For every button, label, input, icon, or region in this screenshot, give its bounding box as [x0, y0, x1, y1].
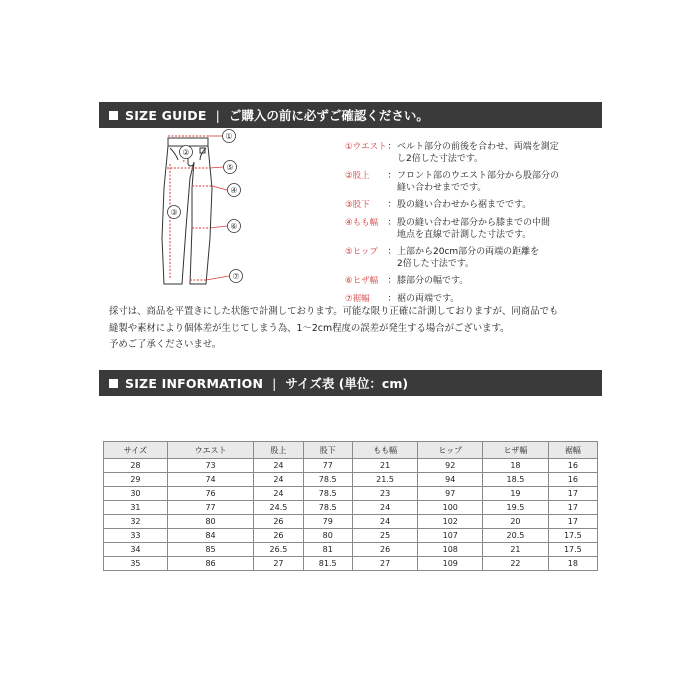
table-cell: 94 — [418, 473, 483, 487]
marker-7: ⑦ — [232, 272, 240, 281]
measurement-inseam — [345, 199, 600, 211]
measurement-colon: ： — [387, 276, 397, 286]
table-cell: 31 — [104, 501, 168, 515]
table-cell: 26 — [254, 515, 303, 529]
table-cell: 24 — [352, 515, 417, 529]
measurement-colon: ： — [387, 171, 397, 181]
table-cell: 77 — [167, 501, 253, 515]
table-cell: 24.5 — [254, 501, 303, 515]
measurement-label: ⑤ヒップ — [345, 247, 378, 257]
size-table-header-row — [104, 442, 598, 459]
measurement-desc — [397, 141, 600, 165]
marker-3: ③ — [170, 208, 178, 217]
table-cell: 18 — [483, 459, 548, 473]
size-table-body — [104, 459, 598, 571]
header-inseam: 股下 — [303, 442, 352, 459]
table-cell: 100 — [418, 501, 483, 515]
measurement-label: ④もも幅 — [345, 218, 379, 228]
table-cell: 109 — [418, 557, 483, 571]
size-information-title: SIZE INFORMATION — [125, 375, 264, 391]
table-cell: 108 — [418, 543, 483, 557]
header-hem: 裾幅 — [548, 442, 597, 459]
table-cell: 19 — [483, 487, 548, 501]
table-cell: 76 — [167, 487, 253, 501]
size-information-banner — [99, 370, 602, 396]
table-cell: 26.5 — [254, 543, 303, 557]
table-cell: 20 — [483, 515, 548, 529]
table-cell: 34 — [104, 543, 168, 557]
table-cell: 97 — [418, 487, 483, 501]
marker-5: ⑤ — [226, 163, 234, 172]
measurement-desc-line: 股の縫い合わせから裾までです。 — [397, 200, 532, 210]
table-cell: 21.5 — [352, 473, 417, 487]
table-cell: 78.5 — [303, 487, 352, 501]
measurement-desc-line: 膝部分の幅です。 — [397, 276, 469, 286]
table-cell: 30 — [104, 487, 168, 501]
table-cell: 24 — [254, 487, 303, 501]
measurement-waist — [345, 141, 600, 165]
measurement-colon: ： — [387, 200, 397, 210]
measurement-label: ⑥ヒザ幅 — [345, 276, 379, 286]
table-cell: 102 — [418, 515, 483, 529]
table-row — [104, 501, 598, 515]
measurement-colon: ： — [387, 247, 397, 257]
table-cell: 78.5 — [303, 501, 352, 515]
size-guide-title: SIZE GUIDE — [125, 107, 207, 123]
measurement-label: ③股下 — [345, 200, 370, 210]
header-rise: 股上 — [254, 442, 303, 459]
note-line: 採寸は、商品を平置きにした状態で計測しております。可能な限り正確に計測しておりますが、同商品でも — [109, 306, 559, 317]
table-cell: 29 — [104, 473, 168, 487]
table-cell: 81 — [303, 543, 352, 557]
table-row — [104, 543, 598, 557]
measurement-colon: ： — [387, 294, 397, 304]
table-cell: 27 — [352, 557, 417, 571]
table-cell: 24 — [254, 473, 303, 487]
measurement-desc-line: フロント部のウエスト部分から股部分の — [397, 171, 560, 181]
table-cell: 24 — [254, 459, 303, 473]
table-cell: 16 — [548, 473, 597, 487]
measurement-desc-line: 裾の両端です。 — [397, 294, 460, 304]
table-cell: 24 — [352, 501, 417, 515]
table-cell: 26 — [254, 529, 303, 543]
banner-separator: | — [215, 107, 220, 123]
measurement-thigh — [345, 217, 600, 241]
measurement-notes — [109, 304, 599, 354]
table-cell: 32 — [104, 515, 168, 529]
measurement-desc — [397, 199, 600, 211]
table-cell: 25 — [352, 529, 417, 543]
measurement-desc — [397, 246, 600, 270]
table-cell: 81.5 — [303, 557, 352, 571]
size-information-subtitle: サイズ表 (単位：cm) — [285, 376, 409, 391]
note-line: 縫製や素材により個体差が生じてしまう為、1〜2cm程度の誤差が発生する場合がございます。 — [109, 322, 510, 334]
table-cell: 18 — [548, 557, 597, 571]
square-bullet-icon — [109, 379, 118, 388]
measurement-label: ⑦裾幅 — [345, 294, 370, 304]
measurement-desc-line: 股の縫い合わせ部分から膝までの中間 — [397, 218, 551, 228]
table-cell: 27 — [254, 557, 303, 571]
table-cell: 21 — [352, 459, 417, 473]
table-cell: 86 — [167, 557, 253, 571]
table-row — [104, 529, 598, 543]
measurement-rise — [345, 170, 600, 194]
table-cell: 33 — [104, 529, 168, 543]
table-row — [104, 515, 598, 529]
table-row — [104, 459, 598, 473]
measurement-colon: ： — [387, 142, 397, 152]
table-cell: 79 — [303, 515, 352, 529]
table-cell: 73 — [167, 459, 253, 473]
header-waist: ウエスト — [167, 442, 253, 459]
measurement-colon: ： — [387, 218, 397, 228]
measurement-hip — [345, 246, 600, 270]
table-cell: 107 — [418, 529, 483, 543]
table-cell: 80 — [303, 529, 352, 543]
table-row — [104, 557, 598, 571]
measurement-desc — [397, 217, 600, 241]
size-guide-banner — [99, 102, 602, 128]
table-cell: 35 — [104, 557, 168, 571]
table-cell: 19.5 — [483, 501, 548, 515]
pants-measurement-diagram — [150, 128, 250, 290]
square-bullet-icon — [109, 111, 118, 120]
table-cell: 17 — [548, 515, 597, 529]
table-cell: 23 — [352, 487, 417, 501]
marker-4: ④ — [230, 186, 238, 195]
table-row — [104, 487, 598, 501]
table-cell: 18.5 — [483, 473, 548, 487]
measurement-definitions — [345, 141, 600, 311]
table-cell: 84 — [167, 529, 253, 543]
measurement-desc-line: 2倍した寸法です。 — [397, 259, 475, 269]
marker-2: ② — [182, 148, 190, 157]
measurement-desc — [397, 275, 600, 287]
table-cell: 21 — [483, 543, 548, 557]
header-size: サイズ — [104, 442, 168, 459]
measurement-desc-line: 上部から20cm部分の両端の距離を — [397, 247, 540, 257]
measurement-desc-line: 縫い合わせまでです。 — [397, 183, 487, 193]
measurement-knee — [345, 275, 600, 287]
measurement-desc — [397, 170, 600, 194]
table-cell: 80 — [167, 515, 253, 529]
table-cell: 92 — [418, 459, 483, 473]
table-cell: 85 — [167, 543, 253, 557]
measurement-label: ②股上 — [345, 171, 370, 181]
header-thigh: もも幅 — [352, 442, 417, 459]
table-cell: 17 — [548, 501, 597, 515]
header-knee: ヒザ幅 — [483, 442, 548, 459]
marker-1: ① — [225, 132, 233, 141]
size-table — [103, 441, 598, 571]
table-cell: 78.5 — [303, 473, 352, 487]
table-cell: 20.5 — [483, 529, 548, 543]
measurement-desc-line: し2倍した寸法です。 — [397, 154, 484, 164]
measurement-desc-line: ベルト部分の前後を合わせ、両端を測定 — [397, 142, 559, 152]
size-guide-subtitle: ご購入の前に必ずご確認ください。 — [228, 108, 429, 123]
table-cell: 26 — [352, 543, 417, 557]
table-row — [104, 473, 598, 487]
header-hip: ヒップ — [418, 442, 483, 459]
table-cell: 17.5 — [548, 543, 597, 557]
table-cell: 17 — [548, 487, 597, 501]
table-cell: 22 — [483, 557, 548, 571]
measurement-label: ①ウエスト — [345, 142, 387, 152]
marker-6: ⑥ — [230, 222, 238, 231]
banner-separator: | — [272, 375, 277, 391]
table-cell: 17.5 — [548, 529, 597, 543]
note-line: 予めご了承くださいませ。 — [109, 339, 222, 350]
table-cell: 28 — [104, 459, 168, 473]
table-cell: 77 — [303, 459, 352, 473]
table-cell: 74 — [167, 473, 253, 487]
measurement-desc-line: 地点を直線で計測した寸法です。 — [397, 230, 532, 240]
table-cell: 16 — [548, 459, 597, 473]
